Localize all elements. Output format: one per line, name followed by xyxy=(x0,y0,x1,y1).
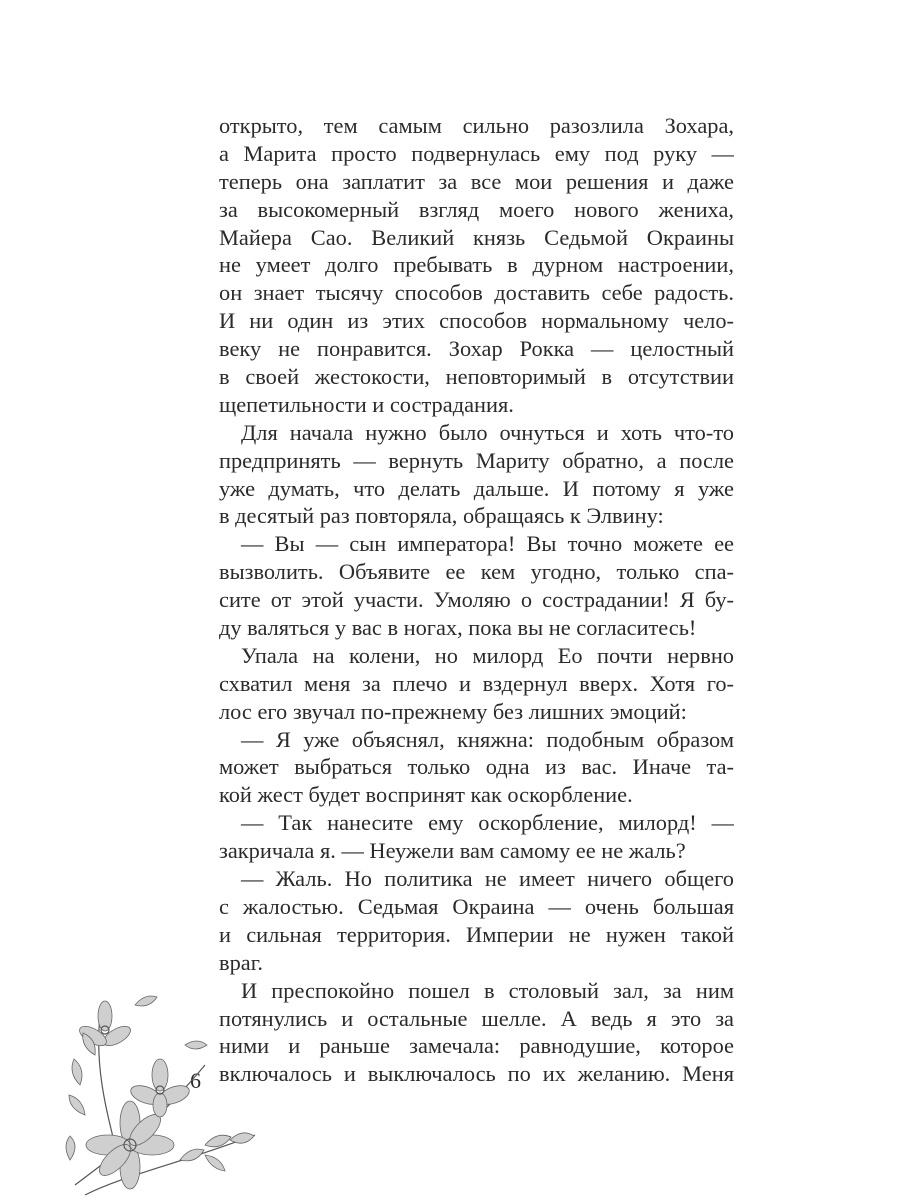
text-line: включалось и выключалось по их желанию. Меня xyxy=(219,1061,734,1087)
text-line: — Жаль. Но политика не имеет ничего общего xyxy=(241,866,734,892)
text-line: враг. xyxy=(219,949,263,975)
text-line: уже думать, что делать дальше. И потому я уже xyxy=(219,475,734,501)
text-line: а Марита просто подвернулась ему под руку — xyxy=(219,140,734,166)
text-line: в десятый раз повторяла, обращаясь к Элвину: xyxy=(219,503,664,529)
paragraph xyxy=(219,809,734,865)
text-line: открыто, тем самым сильно разозлила Зохара, xyxy=(219,113,734,138)
text-line: схватил меня за плечо и вздернул вверх. Хотя го- xyxy=(219,670,734,696)
text-line: — Так нанесите ему оскорбление, милорд! — xyxy=(241,810,734,836)
text-line: — Я уже объяснял, княжна: подобным образом xyxy=(241,726,734,752)
text-line: ду валяться у вас в ногах, пока вы не согласитесь! xyxy=(219,615,697,641)
paragraph xyxy=(219,726,734,810)
text-line: он знает тысячу способов доставить себе радость. xyxy=(219,280,734,306)
text-line: с жалостью. Седьмая Окраина — очень большая xyxy=(219,893,734,919)
text-line: не умеет долго пребывать в дурном настроении, xyxy=(219,252,734,278)
text-line: лос его звучал по-прежнему без лишних эмоций: xyxy=(219,698,687,724)
paragraph xyxy=(219,530,734,642)
paragraph xyxy=(219,977,734,1089)
text-line: за высокомерный взгляд моего нового жениха, xyxy=(219,196,734,222)
text-line: сите от этой участи. Умоляю о сострадании! Я бу- xyxy=(219,587,734,613)
text-line: И преспокойно пошел в столовый зал, за ним xyxy=(241,977,734,1003)
text-line: может выбраться только одна из вас. Иначе та- xyxy=(219,754,734,780)
paragraph xyxy=(219,112,734,419)
floral-ornament-icon xyxy=(55,985,270,1200)
text-line: И ни один из этих способов нормальному чело- xyxy=(219,308,734,334)
text-line: Упала на колени, но милорд Ео почти нервно xyxy=(241,642,734,668)
paragraph xyxy=(219,865,734,977)
text-line: закричала я. — Неужели вам самому ее не жаль? xyxy=(219,838,686,864)
text-line: — Вы — сын императора! Вы точно можете ее xyxy=(241,531,734,557)
text-line: кой жест будет воспринят как оскорбление. xyxy=(219,782,633,808)
text-line: щепетильности и сострадания. xyxy=(219,391,514,417)
text-line: потянулись и остальные шелле. А ведь я это за xyxy=(219,1005,734,1031)
page-number: 6 xyxy=(190,1068,201,1093)
text-line: веку не понравится. Зохар Рокка — целостный xyxy=(219,336,734,362)
text-line: предпринять — вернуть Мариту обратно, а после xyxy=(219,447,734,473)
page-text xyxy=(219,112,734,1088)
text-line: Для начала нужно было очнуться и хоть что-то xyxy=(241,419,734,445)
text-line: и сильная территория. Империи не нужен такой xyxy=(219,921,734,947)
text-line: ними и раньше замечала: равнодушие, которое xyxy=(219,1033,734,1059)
paragraph xyxy=(219,642,734,726)
text-line: в своей жестокости, неповторимый в отсутствии xyxy=(219,364,734,390)
text-line: теперь она заплатит за все мои решения и даже xyxy=(219,168,734,194)
paragraph xyxy=(219,419,734,531)
text-line: вызволить. Объявите ее кем угодно, только спа- xyxy=(219,559,734,585)
text-line: Майера Сао. Великий князь Седьмой Окраины xyxy=(219,224,734,250)
